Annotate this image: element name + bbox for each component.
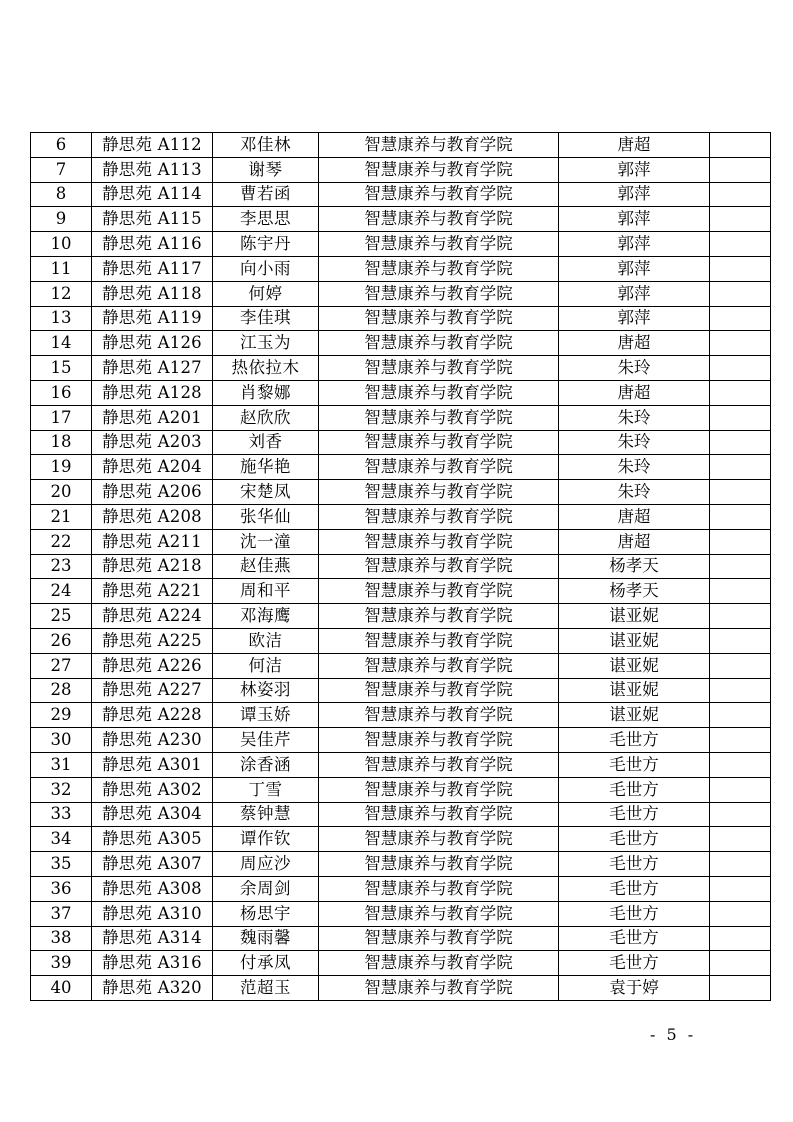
college-cell: 智慧康养与教育学院 (319, 256, 559, 281)
table-row (31, 604, 771, 629)
table-row (31, 529, 771, 554)
note-cell (710, 356, 771, 381)
table-row (31, 976, 771, 1001)
student-name-cell: 曹若函 (213, 182, 319, 207)
student-name-cell: 何洁 (213, 653, 319, 678)
row-number-cell: 23 (31, 554, 92, 579)
note-cell (710, 430, 771, 455)
college-cell: 智慧康养与教育学院 (319, 703, 559, 728)
college-cell: 智慧康养与教育学院 (319, 777, 559, 802)
college-cell: 智慧康养与教育学院 (319, 331, 559, 356)
college-cell: 智慧康养与教育学院 (319, 876, 559, 901)
teacher-cell: 毛世方 (559, 926, 710, 951)
teacher-cell: 谌亚妮 (559, 653, 710, 678)
room-cell: 静思苑 A112 (92, 133, 213, 158)
table-row (31, 232, 771, 257)
college-cell: 智慧康养与教育学院 (319, 455, 559, 480)
student-name-cell: 陈宇丹 (213, 232, 319, 257)
note-cell (710, 207, 771, 232)
row-number-cell: 30 (31, 728, 92, 753)
student-name-cell: 江玉为 (213, 331, 319, 356)
college-cell: 智慧康养与教育学院 (319, 926, 559, 951)
student-name-cell: 周应沙 (213, 852, 319, 877)
teacher-cell: 朱玲 (559, 405, 710, 430)
table-row (31, 777, 771, 802)
student-name-cell: 沈一潼 (213, 529, 319, 554)
student-name-cell: 李佳琪 (213, 306, 319, 331)
teacher-cell: 朱玲 (559, 480, 710, 505)
table-row (31, 256, 771, 281)
teacher-cell: 唐超 (559, 504, 710, 529)
table-row (31, 133, 771, 158)
table-row (31, 876, 771, 901)
college-cell: 智慧康养与教育学院 (319, 182, 559, 207)
college-cell: 智慧康养与教育学院 (319, 976, 559, 1001)
college-cell: 智慧康养与教育学院 (319, 430, 559, 455)
table-row (31, 455, 771, 480)
teacher-cell: 郭萍 (559, 306, 710, 331)
room-cell: 静思苑 A126 (92, 331, 213, 356)
room-cell: 静思苑 A128 (92, 380, 213, 405)
teacher-cell: 毛世方 (559, 876, 710, 901)
table-row (31, 182, 771, 207)
note-cell (710, 331, 771, 356)
row-number-cell: 31 (31, 752, 92, 777)
table-row (31, 157, 771, 182)
student-name-cell: 刘香 (213, 430, 319, 455)
room-cell: 静思苑 A113 (92, 157, 213, 182)
student-name-cell: 杨思宇 (213, 901, 319, 926)
note-cell (710, 232, 771, 257)
student-name-cell: 余周剑 (213, 876, 319, 901)
row-number-cell: 26 (31, 628, 92, 653)
row-number-cell: 36 (31, 876, 92, 901)
teacher-cell: 谌亚妮 (559, 678, 710, 703)
table-row (31, 430, 771, 455)
student-name-cell: 欧洁 (213, 628, 319, 653)
roster-table-body (31, 133, 771, 1001)
room-cell: 静思苑 A211 (92, 529, 213, 554)
note-cell (710, 529, 771, 554)
room-cell: 静思苑 A119 (92, 306, 213, 331)
college-cell: 智慧康养与教育学院 (319, 579, 559, 604)
table-row (31, 480, 771, 505)
teacher-cell: 杨孝天 (559, 554, 710, 579)
teacher-cell: 唐超 (559, 133, 710, 158)
room-cell: 静思苑 A115 (92, 207, 213, 232)
student-name-cell: 赵佳燕 (213, 554, 319, 579)
teacher-cell: 唐超 (559, 380, 710, 405)
room-cell: 静思苑 A204 (92, 455, 213, 480)
college-cell: 智慧康养与教育学院 (319, 604, 559, 629)
note-cell (710, 579, 771, 604)
note-cell (710, 554, 771, 579)
row-number-cell: 18 (31, 430, 92, 455)
college-cell: 智慧康养与教育学院 (319, 852, 559, 877)
room-cell: 静思苑 A127 (92, 356, 213, 381)
dormitory-roster-table (30, 132, 771, 1001)
student-name-cell: 魏雨馨 (213, 926, 319, 951)
teacher-cell: 郭萍 (559, 256, 710, 281)
college-cell: 智慧康养与教育学院 (319, 951, 559, 976)
room-cell: 静思苑 A308 (92, 876, 213, 901)
room-cell: 静思苑 A221 (92, 579, 213, 604)
table-row (31, 951, 771, 976)
row-number-cell: 17 (31, 405, 92, 430)
student-name-cell: 肖黎娜 (213, 380, 319, 405)
row-number-cell: 34 (31, 827, 92, 852)
note-cell (710, 653, 771, 678)
college-cell: 智慧康养与教育学院 (319, 207, 559, 232)
student-name-cell: 邓佳林 (213, 133, 319, 158)
teacher-cell: 杨孝天 (559, 579, 710, 604)
table-row (31, 306, 771, 331)
college-cell: 智慧康养与教育学院 (319, 281, 559, 306)
room-cell: 静思苑 A203 (92, 430, 213, 455)
table-row (31, 405, 771, 430)
college-cell: 智慧康养与教育学院 (319, 232, 559, 257)
row-number-cell: 39 (31, 951, 92, 976)
table-row (31, 752, 771, 777)
row-number-cell: 35 (31, 852, 92, 877)
college-cell: 智慧康养与教育学院 (319, 678, 559, 703)
college-cell: 智慧康养与教育学院 (319, 529, 559, 554)
room-cell: 静思苑 A307 (92, 852, 213, 877)
college-cell: 智慧康养与教育学院 (319, 653, 559, 678)
table-row (31, 356, 771, 381)
student-name-cell: 施华艳 (213, 455, 319, 480)
note-cell (710, 281, 771, 306)
table-row (31, 331, 771, 356)
row-number-cell: 9 (31, 207, 92, 232)
college-cell: 智慧康养与教育学院 (319, 827, 559, 852)
room-cell: 静思苑 A224 (92, 604, 213, 629)
table-row (31, 579, 771, 604)
teacher-cell: 袁于婷 (559, 976, 710, 1001)
teacher-cell: 谌亚妮 (559, 628, 710, 653)
table-row (31, 678, 771, 703)
note-cell (710, 976, 771, 1001)
row-number-cell: 12 (31, 281, 92, 306)
row-number-cell: 25 (31, 604, 92, 629)
college-cell: 智慧康养与教育学院 (319, 554, 559, 579)
teacher-cell: 郭萍 (559, 157, 710, 182)
teacher-cell: 毛世方 (559, 728, 710, 753)
note-cell (710, 852, 771, 877)
student-name-cell: 周和平 (213, 579, 319, 604)
table-row (31, 703, 771, 728)
student-name-cell: 范超玉 (213, 976, 319, 1001)
note-cell (710, 306, 771, 331)
room-cell: 静思苑 A314 (92, 926, 213, 951)
table-row (31, 901, 771, 926)
teacher-cell: 谌亚妮 (559, 604, 710, 629)
table-row (31, 653, 771, 678)
row-number-cell: 21 (31, 504, 92, 529)
row-number-cell: 14 (31, 331, 92, 356)
table-row (31, 926, 771, 951)
roster-table-container (30, 132, 771, 1001)
room-cell: 静思苑 A208 (92, 504, 213, 529)
row-number-cell: 16 (31, 380, 92, 405)
room-cell: 静思苑 A228 (92, 703, 213, 728)
row-number-cell: 32 (31, 777, 92, 802)
row-number-cell: 38 (31, 926, 92, 951)
room-cell: 静思苑 A114 (92, 182, 213, 207)
table-row (31, 628, 771, 653)
student-name-cell: 赵欣欣 (213, 405, 319, 430)
student-name-cell: 向小雨 (213, 256, 319, 281)
note-cell (710, 926, 771, 951)
college-cell: 智慧康养与教育学院 (319, 356, 559, 381)
teacher-cell: 郭萍 (559, 207, 710, 232)
student-name-cell: 谭玉娇 (213, 703, 319, 728)
teacher-cell: 郭萍 (559, 232, 710, 257)
note-cell (710, 752, 771, 777)
college-cell: 智慧康养与教育学院 (319, 628, 559, 653)
room-cell: 静思苑 A301 (92, 752, 213, 777)
teacher-cell: 毛世方 (559, 951, 710, 976)
row-number-cell: 29 (31, 703, 92, 728)
room-cell: 静思苑 A206 (92, 480, 213, 505)
college-cell: 智慧康养与教育学院 (319, 405, 559, 430)
note-cell (710, 182, 771, 207)
row-number-cell: 8 (31, 182, 92, 207)
student-name-cell: 邓海鹰 (213, 604, 319, 629)
table-row (31, 281, 771, 306)
room-cell: 静思苑 A118 (92, 281, 213, 306)
teacher-cell: 毛世方 (559, 852, 710, 877)
college-cell: 智慧康养与教育学院 (319, 752, 559, 777)
room-cell: 静思苑 A227 (92, 678, 213, 703)
student-name-cell: 谭作钦 (213, 827, 319, 852)
student-name-cell: 李思思 (213, 207, 319, 232)
room-cell: 静思苑 A302 (92, 777, 213, 802)
college-cell: 智慧康养与教育学院 (319, 306, 559, 331)
college-cell: 智慧康养与教育学院 (319, 504, 559, 529)
note-cell (710, 455, 771, 480)
note-cell (710, 901, 771, 926)
row-number-cell: 28 (31, 678, 92, 703)
note-cell (710, 133, 771, 158)
note-cell (710, 951, 771, 976)
student-name-cell: 涂香涵 (213, 752, 319, 777)
college-cell: 智慧康养与教育学院 (319, 133, 559, 158)
row-number-cell: 20 (31, 480, 92, 505)
room-cell: 静思苑 A320 (92, 976, 213, 1001)
row-number-cell: 33 (31, 802, 92, 827)
college-cell: 智慧康养与教育学院 (319, 728, 559, 753)
student-name-cell: 吴佳芹 (213, 728, 319, 753)
room-cell: 静思苑 A116 (92, 232, 213, 257)
note-cell (710, 480, 771, 505)
table-row (31, 728, 771, 753)
table-row (31, 207, 771, 232)
teacher-cell: 唐超 (559, 529, 710, 554)
teacher-cell: 毛世方 (559, 777, 710, 802)
row-number-cell: 13 (31, 306, 92, 331)
table-row (31, 380, 771, 405)
note-cell (710, 405, 771, 430)
note-cell (710, 802, 771, 827)
note-cell (710, 157, 771, 182)
teacher-cell: 谌亚妮 (559, 703, 710, 728)
table-row (31, 852, 771, 877)
student-name-cell: 丁雪 (213, 777, 319, 802)
row-number-cell: 27 (31, 653, 92, 678)
student-name-cell: 林姿羽 (213, 678, 319, 703)
student-name-cell: 蔡钟慧 (213, 802, 319, 827)
room-cell: 静思苑 A201 (92, 405, 213, 430)
student-name-cell: 张华仙 (213, 504, 319, 529)
student-name-cell: 何婷 (213, 281, 319, 306)
college-cell: 智慧康养与教育学院 (319, 901, 559, 926)
note-cell (710, 728, 771, 753)
table-row (31, 802, 771, 827)
table-row (31, 554, 771, 579)
teacher-cell: 郭萍 (559, 281, 710, 306)
teacher-cell: 朱玲 (559, 356, 710, 381)
college-cell: 智慧康养与教育学院 (319, 157, 559, 182)
college-cell: 智慧康养与教育学院 (319, 380, 559, 405)
table-row (31, 504, 771, 529)
student-name-cell: 谢琴 (213, 157, 319, 182)
row-number-cell: 40 (31, 976, 92, 1001)
room-cell: 静思苑 A304 (92, 802, 213, 827)
teacher-cell: 朱玲 (559, 455, 710, 480)
row-number-cell: 6 (31, 133, 92, 158)
note-cell (710, 703, 771, 728)
row-number-cell: 10 (31, 232, 92, 257)
page-number: - 5 - (650, 1025, 697, 1044)
note-cell (710, 628, 771, 653)
row-number-cell: 37 (31, 901, 92, 926)
row-number-cell: 11 (31, 256, 92, 281)
row-number-cell: 24 (31, 579, 92, 604)
teacher-cell: 毛世方 (559, 752, 710, 777)
note-cell (710, 678, 771, 703)
note-cell (710, 876, 771, 901)
student-name-cell: 热依拉木 (213, 356, 319, 381)
college-cell: 智慧康养与教育学院 (319, 480, 559, 505)
teacher-cell: 唐超 (559, 331, 710, 356)
teacher-cell: 毛世方 (559, 827, 710, 852)
college-cell: 智慧康养与教育学院 (319, 802, 559, 827)
student-name-cell: 付承凤 (213, 951, 319, 976)
table-row (31, 827, 771, 852)
row-number-cell: 19 (31, 455, 92, 480)
room-cell: 静思苑 A218 (92, 554, 213, 579)
room-cell: 静思苑 A230 (92, 728, 213, 753)
teacher-cell: 朱玲 (559, 430, 710, 455)
teacher-cell: 毛世方 (559, 802, 710, 827)
note-cell (710, 604, 771, 629)
student-name-cell: 宋楚凤 (213, 480, 319, 505)
note-cell (710, 777, 771, 802)
room-cell: 静思苑 A117 (92, 256, 213, 281)
room-cell: 静思苑 A225 (92, 628, 213, 653)
teacher-cell: 郭萍 (559, 182, 710, 207)
note-cell (710, 256, 771, 281)
note-cell (710, 504, 771, 529)
room-cell: 静思苑 A316 (92, 951, 213, 976)
row-number-cell: 15 (31, 356, 92, 381)
note-cell (710, 827, 771, 852)
row-number-cell: 22 (31, 529, 92, 554)
teacher-cell: 毛世方 (559, 901, 710, 926)
room-cell: 静思苑 A226 (92, 653, 213, 678)
room-cell: 静思苑 A310 (92, 901, 213, 926)
note-cell (710, 380, 771, 405)
row-number-cell: 7 (31, 157, 92, 182)
room-cell: 静思苑 A305 (92, 827, 213, 852)
